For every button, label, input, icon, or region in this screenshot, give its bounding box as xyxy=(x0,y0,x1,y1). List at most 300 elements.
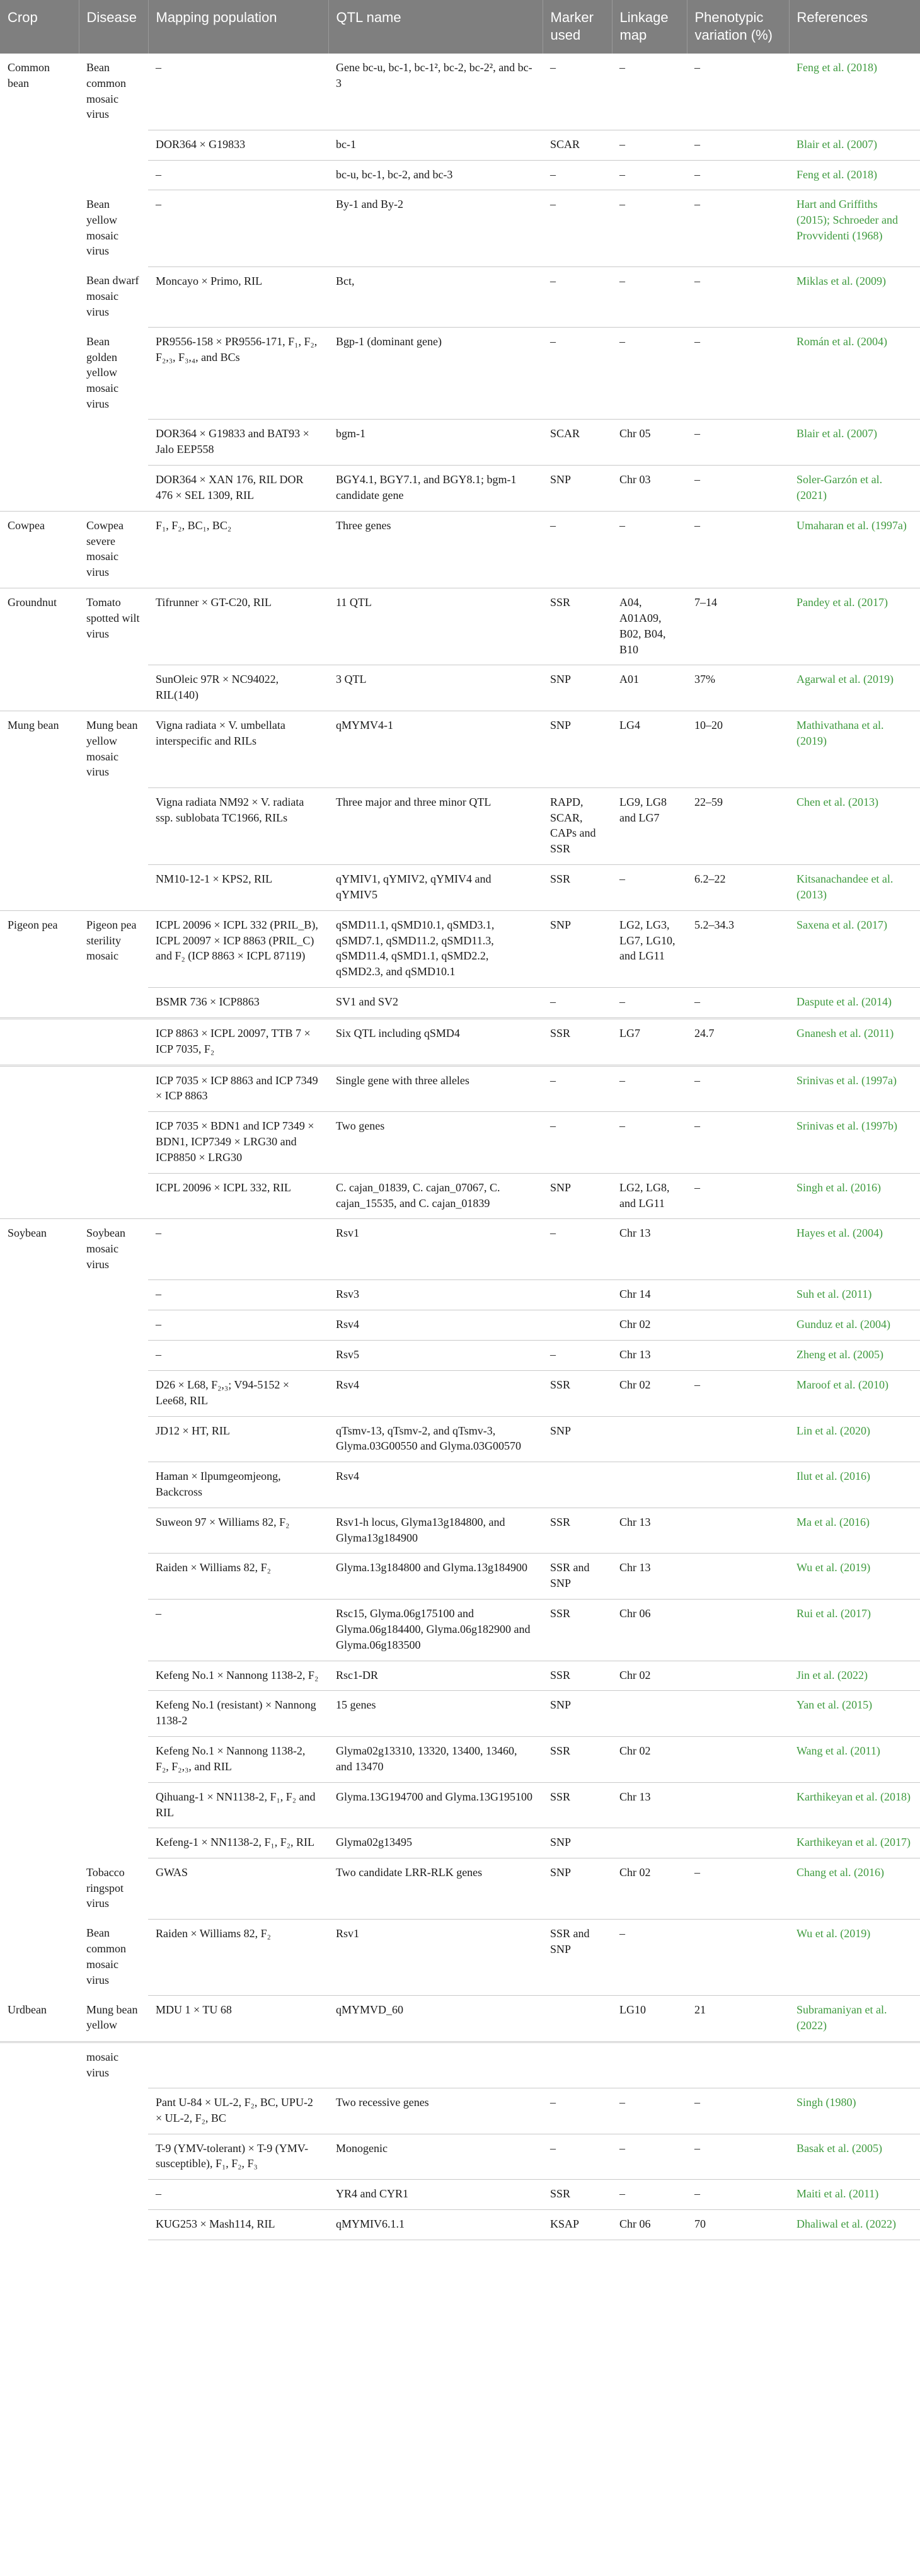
linkage-map-cell: Chr 13 xyxy=(612,1341,687,1371)
disease-cell: Mung bean yellow xyxy=(79,1996,148,2042)
reference-link[interactable]: Singh et al. (2016) xyxy=(789,1173,920,1219)
phenotypic-variation-cell: 22–59 xyxy=(687,787,789,864)
crop-cell xyxy=(0,988,79,1019)
qtl-name-cell: Single gene with three alleles xyxy=(328,1065,543,1112)
mapping-population-cell: Raiden × Williams 82, F₂ xyxy=(148,1554,328,1600)
phenotypic-variation-cell: – xyxy=(687,1370,789,1416)
reference-link[interactable]: Jin et al. (2022) xyxy=(789,1661,920,1691)
crop-cell xyxy=(0,266,79,327)
linkage-map-cell: LG10 xyxy=(612,1996,687,2042)
phenotypic-variation-cell xyxy=(687,1341,789,1371)
phenotypic-variation-cell: 24.7 xyxy=(687,1018,789,1065)
crop-cell xyxy=(0,1782,79,1828)
table-row xyxy=(0,160,920,190)
qtl-name-cell: qTsmv-13, qTsmv-2, and qTsmv-3, Glyma.03G00550 and Glyma.03G00570 xyxy=(328,1416,543,1462)
mapping-population-cell xyxy=(148,2042,328,2088)
marker-cell: SSR xyxy=(543,865,612,911)
phenotypic-variation-cell xyxy=(687,1554,789,1600)
crop-cell xyxy=(0,2134,79,2180)
qtl-name-cell: Glyma02g13310, 13320, 13400, 13460, and 13470 xyxy=(328,1737,543,1783)
disease-cell: Bean common mosaic virus xyxy=(86,1926,126,1986)
mapping-population-cell: Vigna radiata × V. umbellata interspecific and RILs xyxy=(148,711,328,788)
crop-cell xyxy=(0,787,79,864)
linkage-map-cell xyxy=(612,2042,687,2088)
qtl-name-cell: bc-1 xyxy=(328,130,543,160)
mapping-population-cell: Suweon 97 × Williams 82, F₂ xyxy=(148,1508,328,1554)
qtl-name-cell: Rsv1 xyxy=(328,1219,543,1280)
crop-cell: Cowpea xyxy=(0,511,79,588)
qtl-name-cell: Gene bc-u, bc-1, bc-1², bc-2, bc-2², and bc-3 xyxy=(328,54,543,130)
phenotypic-variation-cell: – xyxy=(687,988,789,1019)
mapping-population-cell: – xyxy=(148,1600,328,1661)
mapping-population-cell: Qihuang-1 × NN1138-2, F₁, F₂ and RIL xyxy=(148,1782,328,1828)
reference-link[interactable]: Chen et al. (2013) xyxy=(789,787,920,864)
mapping-population-cell: ICPL 20096 × ICPL 332 (PRIL_B), ICPL 20097 × ICP 8863 (PRIL_C) and F₂ (ICP 8863 × ICPL 87119) xyxy=(148,910,328,987)
phenotypic-variation-cell xyxy=(687,2042,789,2088)
qtl-name-cell: Six QTL including qSMD4 xyxy=(328,1018,543,1065)
marker-cell: SCAR xyxy=(543,130,612,160)
table-row xyxy=(0,2042,920,2088)
disease-cell xyxy=(79,988,148,1019)
reference-link[interactable]: Hayes et al. (2004) xyxy=(789,1219,920,1280)
mapping-population-cell: NM10-12-1 × KPS2, RIL xyxy=(148,865,328,911)
reference-link[interactable]: Maiti et al. (2011) xyxy=(789,2180,920,2210)
reference-link[interactable]: Karthikeyan et al. (2018) xyxy=(789,1782,920,1828)
table-row xyxy=(0,910,920,987)
linkage-map-cell: – xyxy=(612,1112,687,1173)
linkage-map-cell: – xyxy=(612,1065,687,1112)
crop-cell xyxy=(0,160,79,190)
linkage-map-cell: Chr 13 xyxy=(612,1554,687,1600)
table-row xyxy=(0,1828,920,1858)
table-row xyxy=(0,1341,920,1371)
phenotypic-variation-cell: – xyxy=(687,1112,789,1173)
phenotypic-variation-cell: 5.2–34.3 xyxy=(687,910,789,987)
reference-link[interactable]: Blair et al. (2007) xyxy=(789,420,920,466)
table-row xyxy=(0,1858,920,1919)
marker-cell: – xyxy=(543,1112,612,1173)
header-marker-used: Marker used xyxy=(543,0,612,54)
table-row xyxy=(0,1782,920,1828)
reference-link[interactable]: Dhaliwal et al. (2022) xyxy=(789,2209,920,2240)
table-row xyxy=(0,1219,920,1280)
mapping-population-cell: Kefeng No.1 × Nannong 1138-2, F₂, F₂,₃, and RIL xyxy=(148,1737,328,1783)
table-row xyxy=(0,130,920,160)
disease-cell xyxy=(79,2209,148,2240)
disease-cell: mosaic virus xyxy=(86,2050,118,2079)
disease-cell xyxy=(79,2134,148,2180)
linkage-map-cell: Chr 06 xyxy=(612,1600,687,1661)
linkage-map-cell: – xyxy=(612,2180,687,2210)
reference-link[interactable] xyxy=(789,2042,920,2088)
marker-cell: – xyxy=(543,266,612,327)
linkage-map-cell: LG9, LG8 and LG7 xyxy=(612,787,687,864)
crop-cell xyxy=(0,1370,79,1416)
mapping-population-cell: ICP 7035 × ICP 8863 and ICP 7349 × ICP 8863 xyxy=(148,1065,328,1112)
qtl-name-cell: Rsc15, Glyma.06g175100 and Glyma.06g184400, Glyma.06g182900 and Glyma.06g183500 xyxy=(328,1600,543,1661)
reference-link[interactable]: Srinivas et al. (1997b) xyxy=(789,1112,920,1173)
phenotypic-variation-cell: 7–14 xyxy=(687,588,789,665)
marker-cell: – xyxy=(543,988,612,1019)
linkage-map-cell: Chr 13 xyxy=(612,1219,687,1280)
mapping-population-cell: Pant U-84 × UL-2, F₂, BC, UPU-2 × UL-2, F₂, BC xyxy=(148,2088,328,2134)
crop-cell xyxy=(0,1018,79,1065)
linkage-map-cell xyxy=(612,1828,687,1858)
crop-cell xyxy=(0,1310,79,1341)
crop-cell xyxy=(0,2088,79,2134)
crop-cell xyxy=(0,190,79,266)
table-row xyxy=(0,1280,920,1310)
reference-link[interactable]: Agarwal et al. (2019) xyxy=(789,665,920,711)
qtl-name-cell: BGY4.1, BGY7.1, and BGY8.1; bgm-1 candidate gene xyxy=(328,466,543,512)
mapping-population-cell: Kefeng No.1 (resistant) × Nannong 1138-2 xyxy=(148,1691,328,1737)
phenotypic-variation-cell: – xyxy=(687,190,789,266)
marker-cell: – xyxy=(543,1341,612,1371)
crop-cell xyxy=(0,1462,79,1508)
table-row xyxy=(0,1173,920,1219)
table-row xyxy=(0,1691,920,1737)
marker-cell: – xyxy=(543,1219,612,1280)
marker-cell: SNP xyxy=(543,1173,612,1219)
reference-link[interactable]: Yan et al. (2015) xyxy=(789,1691,920,1737)
qtl-name-cell xyxy=(328,2042,543,2088)
disease-cell: Bean common mosaic virus xyxy=(86,61,126,121)
crop-cell xyxy=(0,1737,79,1783)
mapping-population-cell: Kefeng No.1 × Nannong 1138-2, F₂ xyxy=(148,1661,328,1691)
marker-cell xyxy=(543,2042,612,2088)
reference-link[interactable]: Pandey et al. (2017) xyxy=(789,588,920,665)
table-row xyxy=(0,1996,920,2042)
phenotypic-variation-cell: 37% xyxy=(687,665,789,711)
reference-link[interactable]: Wang et al. (2011) xyxy=(789,1737,920,1783)
crop-cell: Common bean xyxy=(8,61,50,89)
qtl-name-cell: 15 genes xyxy=(328,1691,543,1737)
disease-cell: Bean yellow mosaic virus xyxy=(86,197,118,258)
marker-cell: KSAP xyxy=(543,2209,612,2240)
mapping-population-cell: Raiden × Williams 82, F₂ xyxy=(148,1919,328,1995)
mapping-population-cell: – xyxy=(148,160,328,190)
disease-cell: Pigeon pea sterility mosaic xyxy=(79,910,148,987)
linkage-map-cell: – xyxy=(612,54,687,130)
reference-link[interactable]: Srinivas et al. (1997a) xyxy=(789,1065,920,1112)
phenotypic-variation-cell: – xyxy=(687,54,789,130)
qtl-name-cell: Monogenic xyxy=(328,2134,543,2180)
phenotypic-variation-cell: – xyxy=(687,1065,789,1112)
qtl-name-cell: Rsc1-DR xyxy=(328,1661,543,1691)
reference-link[interactable]: Umaharan et al. (1997a) xyxy=(789,511,920,588)
crop-cell xyxy=(0,865,79,911)
qtl-name-cell: bgm-1 xyxy=(328,420,543,466)
table-row xyxy=(0,1737,920,1783)
table-row xyxy=(0,1508,920,1554)
disease-cell xyxy=(79,1280,148,1310)
phenotypic-variation-cell xyxy=(687,1416,789,1462)
qtl-name-cell: YR4 and CYR1 xyxy=(328,2180,543,2210)
mapping-population-cell: GWAS xyxy=(148,1858,328,1919)
marker-cell: SSR and SNP xyxy=(543,1554,612,1600)
table-row xyxy=(0,266,920,327)
phenotypic-variation-cell xyxy=(687,1691,789,1737)
reference-link[interactable]: Suh et al. (2011) xyxy=(789,1280,920,1310)
qtl-name-cell: Rsv1 xyxy=(328,1919,543,1995)
qtl-name-cell: Two recessive genes xyxy=(328,2088,543,2134)
reference-link[interactable]: Basak et al. (2005) xyxy=(789,2134,920,2180)
qtl-name-cell: Rsv5 xyxy=(328,1341,543,1371)
disease-cell: Tomato spotted wilt virus xyxy=(79,588,148,665)
header-references: References xyxy=(789,0,920,54)
mapping-population-cell: Haman × Ilpumgeomjeong, Backcross xyxy=(148,1462,328,1508)
crop-cell xyxy=(0,1112,79,1173)
marker-cell: – xyxy=(543,160,612,190)
reference-link[interactable]: Rui et al. (2017) xyxy=(789,1600,920,1661)
disease-cell: Tobacco ringspot virus xyxy=(86,1865,125,1910)
crop-cell xyxy=(0,466,79,512)
reference-link[interactable]: Gnanesh et al. (2011) xyxy=(789,1018,920,1065)
mapping-population-cell: – xyxy=(148,190,328,266)
mapping-population-cell: ICPL 20096 × ICPL 332, RIL xyxy=(148,1173,328,1219)
qtl-name-cell: qMYMIV6.1.1 xyxy=(328,2209,543,2240)
phenotypic-variation-cell: – xyxy=(687,266,789,327)
disease-cell xyxy=(79,2180,148,2210)
mapping-population-cell: D26 × L68, F₂,₃; V94-5152 × Lee68, RIL xyxy=(148,1370,328,1416)
reference-link[interactable]: Feng et al. (2018) xyxy=(789,160,920,190)
reference-link[interactable]: Singh (1980) xyxy=(789,2088,920,2134)
disease-cell xyxy=(79,1462,148,1508)
marker-cell: RAPD, SCAR, CAPs and SSR xyxy=(543,787,612,864)
reference-link[interactable]: Wu et al. (2019) xyxy=(789,1919,920,1995)
phenotypic-variation-cell: – xyxy=(687,2134,789,2180)
disease-cell xyxy=(79,787,148,864)
marker-cell xyxy=(543,1280,612,1310)
disease-cell: Cowpea severe mosaic virus xyxy=(79,511,148,588)
linkage-map-cell: – xyxy=(612,160,687,190)
marker-cell: SNP xyxy=(543,711,612,788)
header-mapping-population: Mapping population xyxy=(148,0,328,54)
crop-cell: Groundnut xyxy=(0,588,79,665)
mapping-population-cell: – xyxy=(148,1280,328,1310)
reference-link[interactable]: Zheng et al. (2005) xyxy=(789,1341,920,1371)
table-row xyxy=(0,665,920,711)
qtl-name-cell: qYMIV1, qYMIV2, qYMIV4 and qYMIV5 xyxy=(328,865,543,911)
qtl-name-cell: 3 QTL xyxy=(328,665,543,711)
table-row xyxy=(0,2180,920,2210)
marker-cell: SNP xyxy=(543,1828,612,1858)
marker-cell: SNP xyxy=(543,1416,612,1462)
qtl-name-cell: bc-u, bc-1, bc-2, and bc-3 xyxy=(328,160,543,190)
table-row xyxy=(0,1554,920,1600)
table-row xyxy=(0,2088,920,2134)
qtl-name-cell: Bgp-1 (dominant gene) xyxy=(328,328,543,420)
linkage-map-cell: – xyxy=(612,266,687,327)
phenotypic-variation-cell: – xyxy=(687,1173,789,1219)
marker-cell: SCAR xyxy=(543,420,612,466)
mapping-population-cell: Kefeng-1 × NN1138-2, F₁, F₂, RIL xyxy=(148,1828,328,1858)
table-row xyxy=(0,1462,920,1508)
marker-cell: SSR xyxy=(543,1782,612,1828)
disease-cell xyxy=(79,420,148,466)
disease-cell xyxy=(79,1508,148,1554)
marker-cell: – xyxy=(543,54,612,130)
linkage-map-cell: – xyxy=(612,328,687,420)
crop-cell xyxy=(0,328,79,420)
crop-cell xyxy=(0,1600,79,1661)
marker-cell: – xyxy=(543,190,612,266)
reference-link[interactable]: Hart and Griffiths (2015); Schroeder and Provvidenti (1968) xyxy=(789,190,920,266)
crop-cell xyxy=(0,1065,79,1112)
mapping-population-cell: ICP 8863 × ICPL 20097, TTB 7 × ICP 7035, F₂ xyxy=(148,1018,328,1065)
qtl-name-cell: Three genes xyxy=(328,511,543,588)
marker-cell: SSR xyxy=(543,588,612,665)
phenotypic-variation-cell xyxy=(687,1828,789,1858)
reference-link[interactable]: Ilut et al. (2016) xyxy=(789,1462,920,1508)
linkage-map-cell: LG2, LG8, and LG11 xyxy=(612,1173,687,1219)
reference-link[interactable]: Gunduz et al. (2004) xyxy=(789,1310,920,1341)
reference-link[interactable]: Daspute et al. (2014) xyxy=(789,988,920,1019)
phenotypic-variation-cell xyxy=(687,1600,789,1661)
table-row xyxy=(0,1310,920,1341)
reference-link[interactable]: Chang et al. (2016) xyxy=(789,1858,920,1919)
linkage-map-cell: Chr 02 xyxy=(612,1310,687,1341)
header-linkage-map: Linkage map xyxy=(612,0,687,54)
disease-cell xyxy=(79,466,148,512)
disease-cell xyxy=(79,1691,148,1737)
reference-link[interactable]: Feng et al. (2018) xyxy=(789,54,920,130)
phenotypic-variation-cell xyxy=(687,1919,789,1995)
qtl-name-cell: Rsv4 xyxy=(328,1370,543,1416)
marker-cell: – xyxy=(543,2134,612,2180)
mapping-population-cell: DOR364 × G19833 and BAT93 × Jalo EEP558 xyxy=(148,420,328,466)
table-row xyxy=(0,787,920,864)
mapping-population-cell: MDU 1 × TU 68 xyxy=(148,1996,328,2042)
qtl-name-cell: qSMD11.1, qSMD10.1, qSMD3.1, qSMD7.1, qSMD11.2, qSMD11.3, qSMD11.4, qSMD1.1, qSMD2.2, qSMD2.3, and qSMD10.1 xyxy=(328,910,543,987)
marker-cell: – xyxy=(543,511,612,588)
linkage-map-cell: – xyxy=(612,1919,687,1995)
marker-cell: SNP xyxy=(543,1858,612,1919)
marker-cell xyxy=(543,1310,612,1341)
reference-link[interactable]: Soler-Garzón et al. (2021) xyxy=(789,466,920,512)
crop-cell xyxy=(0,2180,79,2210)
table-row xyxy=(0,190,920,266)
header-row xyxy=(0,0,920,54)
reference-link[interactable]: Wu et al. (2019) xyxy=(789,1554,920,1600)
table-row xyxy=(0,1018,920,1065)
qtl-name-cell: C. cajan_01839, C. cajan_07067, C. cajan_15535, and C. cajan_01839 xyxy=(328,1173,543,1219)
marker-cell: SSR xyxy=(543,1018,612,1065)
marker-cell: SSR xyxy=(543,1737,612,1783)
marker-cell: SSR and SNP xyxy=(543,1919,612,1995)
disease-cell xyxy=(79,665,148,711)
table-row xyxy=(0,1112,920,1173)
qtl-name-cell: Three major and three minor QTL xyxy=(328,787,543,864)
linkage-map-cell: Chr 02 xyxy=(612,1370,687,1416)
qtl-name-cell: qMYMV4-1 xyxy=(328,711,543,788)
phenotypic-variation-cell: 70 xyxy=(687,2209,789,2240)
reference-link[interactable]: Miklas et al. (2009) xyxy=(789,266,920,327)
crop-cell xyxy=(0,1828,79,1858)
table-row xyxy=(0,1416,920,1462)
linkage-map-cell: Chr 02 xyxy=(612,1858,687,1919)
linkage-map-cell: Chr 13 xyxy=(612,1508,687,1554)
linkage-map-cell: Chr 13 xyxy=(612,1782,687,1828)
reference-link[interactable]: Subramaniyan et al. (2022) xyxy=(789,1996,920,2042)
marker-cell: SNP xyxy=(543,910,612,987)
crop-cell xyxy=(0,1691,79,1737)
disease-cell xyxy=(79,1737,148,1783)
marker-cell: – xyxy=(543,328,612,420)
disease-cell: Bean dwarf mosaic virus xyxy=(86,274,139,318)
reference-link[interactable]: Blair et al. (2007) xyxy=(789,130,920,160)
phenotypic-variation-cell: – xyxy=(687,466,789,512)
phenotypic-variation-cell: – xyxy=(687,2088,789,2134)
disease-cell xyxy=(79,1416,148,1462)
disease-cell xyxy=(79,1065,148,1112)
disease-cell xyxy=(79,1828,148,1858)
table-row xyxy=(0,328,920,420)
crop-cell xyxy=(0,420,79,466)
reference-link[interactable]: Saxena et al. (2017) xyxy=(789,910,920,987)
disease-cell xyxy=(79,1782,148,1828)
crop-cell xyxy=(0,1173,79,1219)
reference-link[interactable]: Kitsanachandee et al. (2013) xyxy=(789,865,920,911)
reference-link[interactable]: Karthikeyan et al. (2017) xyxy=(789,1828,920,1858)
table-row xyxy=(0,1065,920,1112)
mapping-population-cell: DOR364 × XAN 176, RIL DOR 476 × SEL 1309, RIL xyxy=(148,466,328,512)
mapping-population-cell: Tifrunner × GT-C20, RIL xyxy=(148,588,328,665)
mapping-population-cell: – xyxy=(148,1341,328,1371)
marker-cell xyxy=(543,1462,612,1508)
linkage-map-cell: LG7 xyxy=(612,1018,687,1065)
qtl-name-cell: Rsv1-h locus, Glyma13g184800, and Glyma13g184900 xyxy=(328,1508,543,1554)
crop-cell xyxy=(0,2209,79,2240)
crop-cell xyxy=(0,1280,79,1310)
marker-cell: SSR xyxy=(543,1370,612,1416)
table-row xyxy=(0,2209,920,2240)
reference-link[interactable]: Mathivathana et al. (2019) xyxy=(789,711,920,788)
crop-cell xyxy=(0,1508,79,1554)
table-row xyxy=(0,711,920,788)
table-row xyxy=(0,1370,920,1416)
phenotypic-variation-cell: 6.2–22 xyxy=(687,865,789,911)
reference-link[interactable]: Ma et al. (2016) xyxy=(789,1508,920,1554)
crop-cell: Soybean xyxy=(0,1219,79,1280)
qtl-name-cell: Rsv4 xyxy=(328,1462,543,1508)
linkage-map-cell: – xyxy=(612,2088,687,2134)
linkage-map-cell: – xyxy=(612,865,687,911)
reference-link[interactable]: Maroof et al. (2010) xyxy=(789,1370,920,1416)
mapping-population-cell: SunOleic 97R × NC94022, RIL(140) xyxy=(148,665,328,711)
qtl-name-cell: 11 QTL xyxy=(328,588,543,665)
table-row xyxy=(0,1600,920,1661)
reference-link[interactable]: Lin et al. (2020) xyxy=(789,1416,920,1462)
linkage-map-cell: A04, A01A09, B02, B04, B10 xyxy=(612,588,687,665)
phenotypic-variation-cell xyxy=(687,1219,789,1280)
crop-cell xyxy=(0,1858,79,1919)
qtl-name-cell: Two genes xyxy=(328,1112,543,1173)
crop-cell: Pigeon pea xyxy=(0,910,79,987)
reference-link[interactable]: Román et al. (2004) xyxy=(789,328,920,420)
phenotypic-variation-cell: – xyxy=(687,130,789,160)
header-phenotypic-variation: Phenotypic variation (%) xyxy=(687,0,789,54)
mapping-population-cell: PR9556-158 × PR9556-171, F₁, F₂, F₂,₃, F₃,₄, and BCs xyxy=(148,328,328,420)
table-row xyxy=(0,2134,920,2180)
qtl-name-cell: Bct, xyxy=(328,266,543,327)
mapping-population-cell: KUG253 × Mash114, RIL xyxy=(148,2209,328,2240)
table-row xyxy=(0,1919,920,1995)
linkage-map-cell xyxy=(612,1462,687,1508)
linkage-map-cell: Chr 03 xyxy=(612,466,687,512)
table-row xyxy=(0,54,920,130)
linkage-map-cell: – xyxy=(612,130,687,160)
